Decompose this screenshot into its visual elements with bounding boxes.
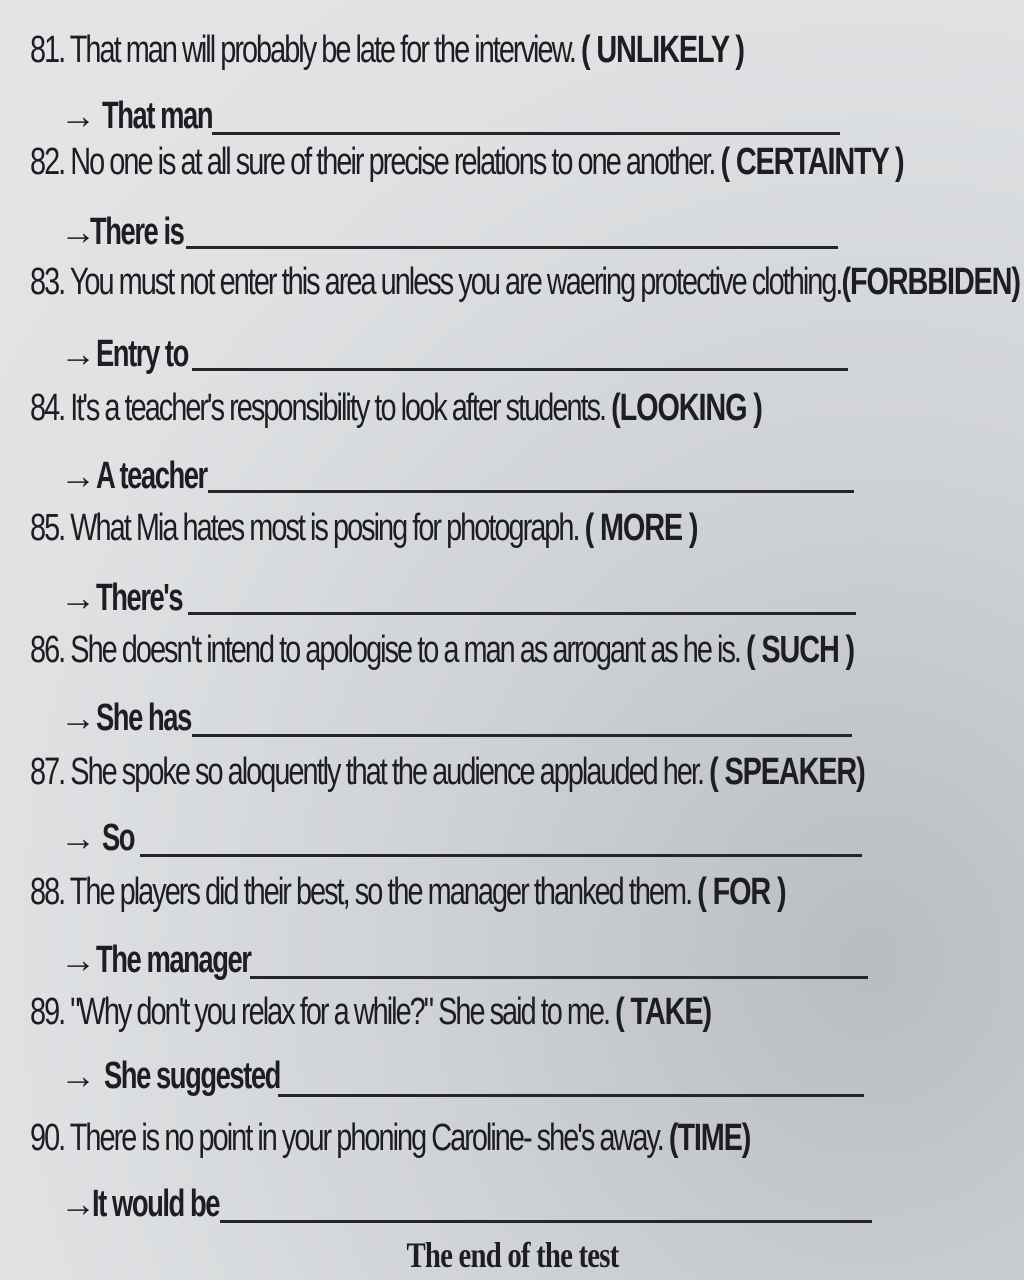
question-number: 88. bbox=[30, 871, 65, 913]
answer-prompt: She suggested bbox=[104, 1055, 280, 1097]
question-text bbox=[30, 28, 744, 72]
arrow-icon: → bbox=[60, 697, 96, 738]
question-keyword: ( TAKE) bbox=[615, 991, 711, 1033]
question-sentence: There is no point in your phoning Caroline- she's away. bbox=[69, 1117, 663, 1159]
end-of-test-footer bbox=[0, 1234, 1024, 1276]
arrow-icon: → bbox=[60, 211, 96, 252]
answer-blank[interactable] bbox=[140, 854, 862, 857]
answer-blank[interactable] bbox=[192, 368, 848, 371]
answer-prompt: The manager bbox=[96, 939, 251, 981]
question-number: 85. bbox=[30, 507, 65, 549]
question-keyword: ( SPEAKER) bbox=[709, 751, 865, 793]
question-number: 87. bbox=[30, 751, 65, 793]
answer-prompt: So bbox=[102, 817, 135, 859]
question-number: 84. bbox=[30, 387, 65, 429]
question-number: 82. bbox=[30, 141, 65, 183]
question-text bbox=[30, 140, 904, 184]
question-number: 89. bbox=[30, 991, 65, 1033]
question-text bbox=[30, 506, 697, 550]
question-keyword: ( SUCH ) bbox=[746, 629, 855, 671]
question-text bbox=[30, 386, 762, 430]
arrow-icon: → bbox=[60, 577, 96, 618]
answer-prompt: A teacher bbox=[96, 455, 207, 497]
question-sentence: The players did their best, so the manager thanked them. bbox=[69, 871, 692, 913]
question-keyword: ( CERTAINTY ) bbox=[720, 141, 904, 183]
question-sentence: She doesn't intend to apologise to a man as arrogant as he is. bbox=[70, 629, 740, 671]
arrow-icon: → bbox=[60, 939, 96, 980]
arrow-icon: → bbox=[60, 455, 96, 496]
question-text bbox=[30, 1116, 750, 1160]
answer-prompt: That man bbox=[102, 95, 213, 137]
arrow-icon: → bbox=[60, 95, 96, 136]
answer-prompt: She has bbox=[96, 697, 191, 739]
answer-prompt: Entry to bbox=[96, 333, 188, 375]
answer-blank[interactable] bbox=[188, 612, 856, 615]
answer-prompt: There's bbox=[96, 577, 183, 619]
answer-prompt: It would be bbox=[92, 1183, 220, 1225]
answer-blank[interactable] bbox=[208, 490, 854, 493]
question-number: 83. bbox=[30, 261, 65, 303]
question-text bbox=[30, 750, 865, 794]
footer-text: The end of the test bbox=[405, 1235, 618, 1275]
question-sentence: That man will probably be late for the interview. bbox=[69, 29, 575, 71]
question-keyword: ( FOR ) bbox=[697, 871, 786, 913]
arrow-icon: → bbox=[60, 1183, 96, 1224]
question-number: 86. bbox=[30, 629, 65, 671]
question-text bbox=[30, 870, 785, 914]
answer-blank[interactable] bbox=[250, 976, 868, 979]
question-sentence: It's a teacher's responsibility to look after students. bbox=[70, 387, 606, 429]
question-text bbox=[30, 628, 854, 672]
answer-blank[interactable] bbox=[212, 132, 840, 135]
question-keyword: (FORBBIDEN) bbox=[841, 261, 1020, 303]
question-sentence: "Why don't you relax for a while?" She said to me. bbox=[70, 991, 610, 1033]
answer-prompt: There is bbox=[90, 211, 184, 253]
answer-blank[interactable] bbox=[186, 246, 838, 249]
arrow-icon: → bbox=[60, 333, 96, 374]
arrow-icon: → bbox=[60, 1055, 96, 1096]
question-text bbox=[30, 260, 1020, 304]
question-sentence: You must not enter this area unless you are waering protective clothing. bbox=[69, 261, 842, 303]
answer-blank[interactable] bbox=[220, 1220, 872, 1223]
question-keyword: ( MORE ) bbox=[584, 507, 698, 549]
question-keyword: (TIME) bbox=[668, 1117, 751, 1159]
question-number: 90. bbox=[30, 1117, 65, 1159]
arrow-icon: → bbox=[60, 817, 96, 858]
question-keyword: ( UNLIKELY ) bbox=[580, 29, 744, 71]
question-sentence: What Mia hates most is posing for photograph. bbox=[70, 507, 579, 549]
answer-blank[interactable] bbox=[278, 1094, 864, 1097]
question-keyword: (LOOKING ) bbox=[611, 387, 762, 429]
question-text bbox=[30, 990, 711, 1034]
question-sentence: No one is at all sure of their precise relations to one another. bbox=[70, 141, 715, 183]
question-sentence: She spoke so aloquently that the audience applauded her. bbox=[70, 751, 704, 793]
answer-blank[interactable] bbox=[192, 734, 852, 737]
question-number: 81. bbox=[30, 29, 65, 71]
